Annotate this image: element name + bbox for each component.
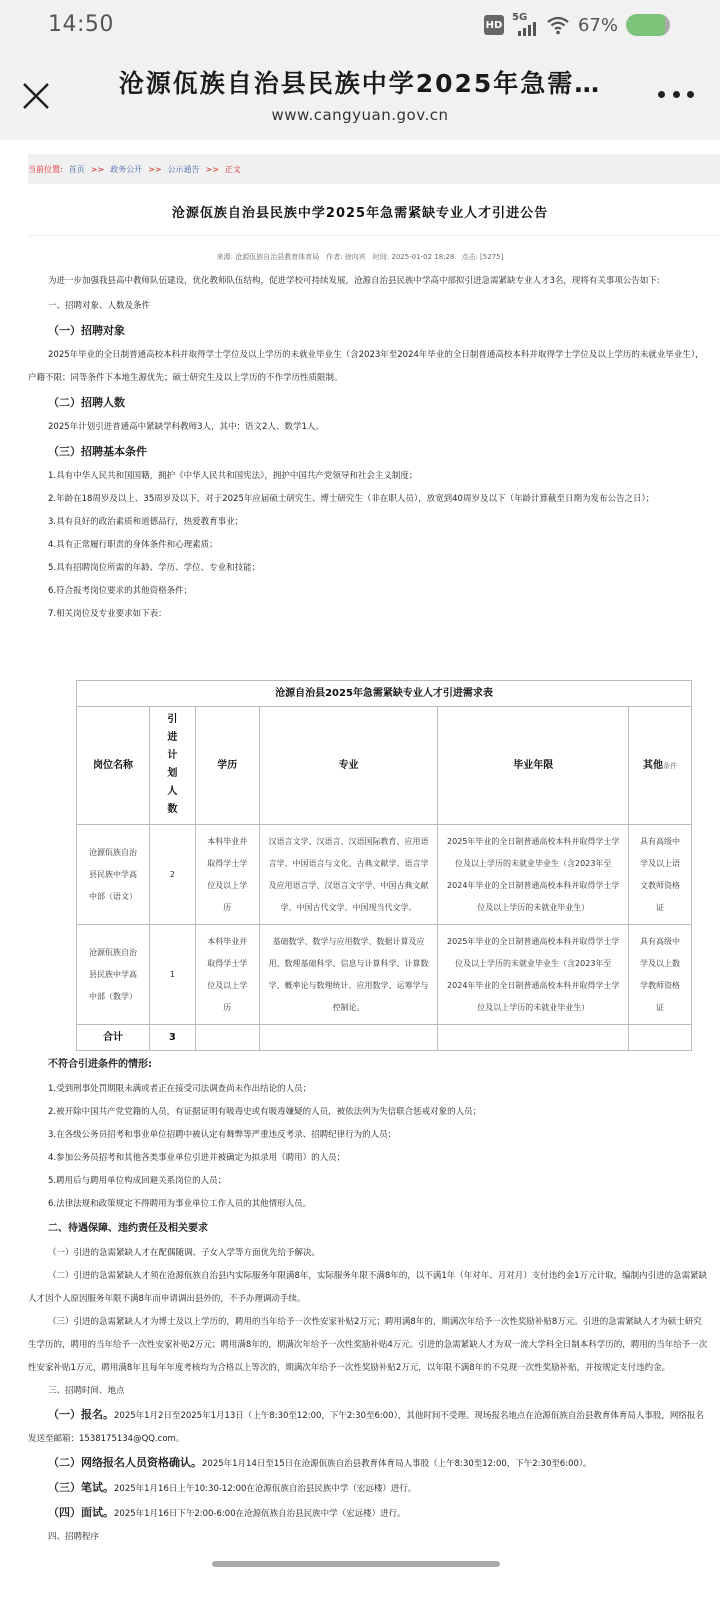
section-heading-3: 三、招聘时间、地点 xyxy=(48,1386,125,1396)
article-body-bottom xyxy=(28,1052,708,1549)
article-title: 沧源佤族自治县民族中学2025年急需紧缺专业人才引进公告 xyxy=(171,206,549,221)
table-caption: 沧源自治县2025年急需紧缺专业人才引进需求表 xyxy=(77,681,692,707)
exclusion-item: 5.聘用后与聘用单位构成回避关系岗位的人员； xyxy=(48,1176,227,1186)
article-meta: 来源: 沧源佤族自治县教育体育局 作者: 徐向宾 时间: 2025-01-02 18:28 点击: [5275] xyxy=(216,253,504,261)
clock: 14:50 xyxy=(48,12,114,37)
exclusion-item: 2.被开除中国共产党党籍的人员，有证据证明有吸毒史或有吸毒嫌疑的人员，被依法列为失信联合惩戒对象的人员； xyxy=(48,1107,482,1117)
wifi-icon xyxy=(546,15,570,35)
home-indicator-bar[interactable] xyxy=(212,1561,500,1567)
schedule-item: （四）面试。2025年1月16日下午2:00-6:00在沧源佤族自治县民族中学（宏远楼）进行。 xyxy=(48,1506,406,1519)
more-icon[interactable] xyxy=(658,88,694,100)
intro-paragraph: 为进一步加强我县高中教师队伍建设，优化教师队伍结构，促进学校可持续发展，沧源自治县民族中学高中部拟引进急需紧缺专业人才3名，现将有关事项公告如下: xyxy=(48,276,660,286)
cell-post: 沧源佤族自治县民族中学高中部（语文） xyxy=(77,825,150,925)
cell-post: 沧源佤族自治县民族中学高中部（数学） xyxy=(77,925,150,1025)
breadcrumb-home[interactable]: 首页 xyxy=(68,164,85,174)
signal-icon xyxy=(512,14,538,36)
cell-grad: 2025年毕业的全日制普通高校本科并取得学士学位及以上学历的未就业毕业生（含2023年至2024年毕业的全日制普通高校本科并取得学士学位及以上学历的未就业毕业生） xyxy=(438,825,629,925)
exclusion-item: 3.在各级公务员招考和事业单位招聘中被认定有舞弊等严重违反考录、招聘纪律行为的人员； xyxy=(48,1130,397,1140)
breadcrumb-separator: >> xyxy=(90,164,105,174)
subheading-count: （二）招聘人数 xyxy=(48,396,125,409)
breadcrumb-gov-open[interactable]: 政务公开 xyxy=(110,164,143,174)
benefit-item: （二）引进的急需紧缺人才须在沧源佤族自治县内实际服务年限满8年，实际服务年限不满8年的，以不满1年（年对年、月对月）支付违约金1万元计取，编制内引进的急需紧缺人才因个人原因服务年限不满8年而申请调出县外的，不予办理调动手续。 xyxy=(28,1271,708,1304)
breadcrumb-current: 正文 xyxy=(224,164,241,174)
cell-other: 具有高级中学及以上语文教师资格证 xyxy=(629,825,692,925)
article-body-top xyxy=(28,270,708,626)
battery-percent: 67% xyxy=(577,14,618,36)
header-count: 引进计划人数 xyxy=(149,707,195,825)
cell-other: 具有高级中学及以上数学教师资格证 xyxy=(629,925,692,1025)
cell-edu: 本科毕业并取得学士学位及以上学历 xyxy=(195,925,259,1025)
condition-item: 2.年龄在18周岁及以上、35周岁及以下，对于2025年应届硕士研究生、博士研究生（非在职人员），放宽到40周岁及以下（年龄计算截至日期为发布公告之日）； xyxy=(48,494,655,504)
count-paragraph: 2025年计划引进普通高中紧缺学科教师3人，其中：语文2人、数学1人。 xyxy=(48,422,324,432)
header-other: 其他条件 xyxy=(629,707,692,825)
condition-item: 6.符合报考岗位要求的其他资格条件； xyxy=(48,586,193,596)
condition-item: 1.具有中华人民共和国国籍，拥护《中华人民共和国宪法》，拥护中国共产党领导和社会主义制度； xyxy=(48,471,418,481)
section-heading-1: 一、招聘对象、人数及条件 xyxy=(48,301,151,311)
browser-header xyxy=(0,52,720,140)
battery-icon xyxy=(626,14,670,36)
exclusion-item: 4.参加公务员招考和其他各类事业单位引进并被确定为拟录用（聘用）的人员； xyxy=(48,1153,346,1163)
status-icons xyxy=(484,14,670,36)
divider xyxy=(28,235,720,236)
condition-item: 4.具有正常履行职责的身体条件和心理素质； xyxy=(48,540,218,550)
page-title: 沧源佤族自治县民族中学2025年急需… xyxy=(118,69,602,98)
page-url: www.cangyuan.gov.cn xyxy=(271,106,449,124)
target-paragraph: 2025年毕业的全日制普通高校本科并取得学士学位及以上学历的未就业毕业生（含2023年至2024年毕业的全日制普通高校本科并取得学士学位及以上学历的未就业毕业生），户籍不限；同等条件下本地生源优先；硕士研究生及以上学历的不作学历性质限制。 xyxy=(28,350,704,383)
breadcrumb xyxy=(28,154,720,184)
schedule-item: （二）网络报名人员资格确认。2025年1月14日至15日在沧源佤族自治县教育体育局人事股（上午8:30至12:00，下午2:30至6:00）。 xyxy=(48,1456,592,1469)
exclusions-title: 不符合引进条件的情形: xyxy=(48,1059,152,1070)
cell-grad: 2025年毕业的全日制普通高校本科并取得学士学位及以上学历的未就业毕业生（含2023年至2024年毕业的全日制普通高校本科并取得学士学位及以上学历的未就业毕业生） xyxy=(438,925,629,1025)
close-icon[interactable] xyxy=(20,80,52,112)
cell-total-label: 合计 xyxy=(77,1025,150,1051)
schedule-item: （一）报名。2025年1月2日至2025年1月13日（上午8:30至12:00，下午2:30至6:00），其他时间不受理。现场报名地点在沧源佤族自治县教育体育局人事股，网络报名发送至邮箱：1538175134@QQ.com。 xyxy=(28,1408,704,1444)
schedule-item: （三）笔试。2025年1月16日上午10:30-12:00在沧源佤族自治县民族中学（宏远楼）进行。 xyxy=(48,1481,417,1494)
cell-total-count: 3 xyxy=(149,1025,195,1051)
cell-major: 汉语言文学、汉语言、汉语国际教育、应用语言学、中国语言与文化、古典文献学、语言学及应用语言学、汉语言文字学、中国古典文献学、中国古代文学、中国现当代文学。 xyxy=(259,825,438,925)
hd-icon: HD xyxy=(484,15,504,35)
header-edu: 学历 xyxy=(195,707,259,825)
table-row xyxy=(77,925,692,1025)
section-heading-4: 四、招聘程序 xyxy=(48,1532,100,1542)
exclusion-item: 1.受到刑事处罚期限未满或者正在接受司法调查尚未作出结论的人员； xyxy=(48,1084,312,1094)
breadcrumb-notices[interactable]: 公示通告 xyxy=(167,164,200,174)
header-major: 专业 xyxy=(259,707,438,825)
condition-item: 5.具有招聘岗位所需的年龄、学历、学位、专业和技能； xyxy=(48,563,261,573)
header-grad: 毕业年限 xyxy=(438,707,629,825)
benefit-item: （一）引进的急需紧缺人才在配偶随调、子女入学等方面优先给予解决。 xyxy=(48,1248,321,1258)
breadcrumb-separator: >> xyxy=(148,164,162,174)
header-post: 岗位名称 xyxy=(77,707,150,825)
table-total-row xyxy=(77,1025,692,1051)
breadcrumb-separator: >> xyxy=(205,164,219,174)
cell-edu: 本科毕业并取得学士学位及以上学历 xyxy=(195,825,259,925)
condition-item: 7.相关岗位及专业要求如下表： xyxy=(48,609,167,619)
breadcrumb-label: 当前位置: xyxy=(28,164,63,174)
benefit-item: （三）引进的急需紧缺人才为博士及以上学历的，聘用的当年给予一次性安家补贴2万元；聘用满8年的，期满次年给予一次性奖励补贴8万元。引进的急需紧缺人才为硕士研究生学历的，聘用的当年给予一次性安家补贴2万元；聘用满8年的，期满次年给予一次性奖励补贴4万元。引进的急需紧缺人才为双一流大学科全日制本科学历的，聘用的当年给予一次性安家补贴1万元，聘用满8年且每年年度考核均为合格以上等次的，期满次年给予一次性奖励补贴2万元，以年限不满8年的不兑现一次性奖励补贴，并按规定支付违约金。 xyxy=(28,1317,708,1373)
cell-major: 基础数学、数学与应用数学、数据计算及应用、数理基础科学、信息与计算科学、计算数学、概率论与数理统计、应用数学、运筹学与控制论。 xyxy=(259,925,438,1025)
section-heading-2: 二、待遇保障、违约责任及相关要求 xyxy=(48,1223,208,1234)
cell-count: 1 xyxy=(149,925,195,1025)
web-page xyxy=(0,140,720,1600)
network-type: 5G xyxy=(511,12,528,23)
subheading-target: （一）招聘对象 xyxy=(48,324,125,337)
subheading-conditions: （三）招聘基本条件 xyxy=(48,445,147,458)
condition-item: 3.具有良好的政治素质和道德品行，热爱教育事业； xyxy=(48,517,244,527)
status-bar xyxy=(0,0,720,52)
cell-count: 2 xyxy=(149,825,195,925)
exclusion-item: 6.法律法规和政策规定不得聘用为事业单位工作人员的其他情形人员。 xyxy=(48,1199,312,1209)
requirements-table xyxy=(76,680,692,1051)
table-row xyxy=(77,825,692,925)
